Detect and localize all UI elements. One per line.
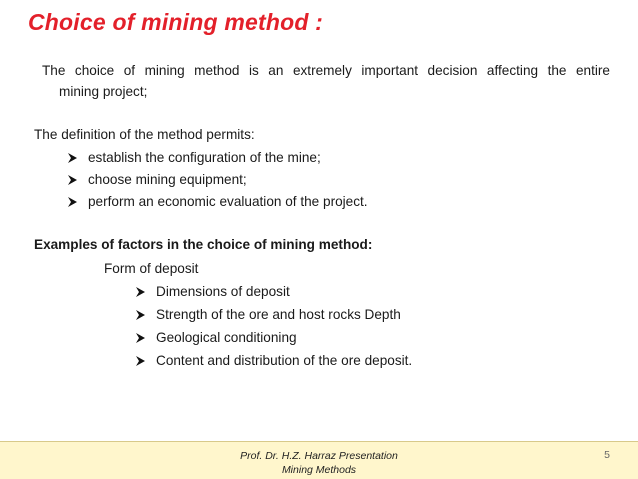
definition-item-text: establish the configuration of the mine; — [88, 150, 321, 165]
deposit-label: Form of deposit — [104, 261, 199, 276]
factor-item-text: Geological conditioning — [156, 330, 297, 345]
arrow-bullet-icon — [66, 196, 78, 208]
arrow-bullet-icon — [66, 152, 78, 164]
factor-item — [134, 351, 412, 371]
factor-item-text: Strength of the ore and host rocks Depth — [156, 307, 401, 322]
arrow-bullet-icon — [134, 286, 146, 298]
intro-line-2: mining project; — [59, 84, 148, 99]
intro-line-1: The choice of mining method is an extremely important decision affecting the entire — [42, 63, 610, 78]
examples-heading: Examples of factors in the choice of mining method: — [34, 237, 373, 252]
arrow-bullet-icon — [134, 332, 146, 344]
factor-item — [134, 328, 297, 348]
arrow-bullet-icon — [66, 174, 78, 186]
definition-item-text: perform an economic evaluation of the project. — [88, 194, 368, 209]
factor-item-text: Content and distribution of the ore deposit. — [156, 353, 413, 368]
factor-item — [134, 305, 401, 325]
definition-item-text: choose mining equipment; — [88, 172, 247, 187]
intro-paragraph — [42, 60, 610, 102]
definition-heading: The definition of the method permits: — [34, 127, 255, 142]
definition-item — [66, 170, 247, 190]
definition-item — [66, 192, 368, 212]
footer-author: Prof. Dr. H.Z. Harraz Presentation — [240, 450, 398, 462]
footer-divider — [0, 441, 638, 442]
footer-course: Mining Methods — [281, 464, 357, 476]
footer-credits — [0, 449, 638, 477]
page-number: 5 — [604, 449, 610, 461]
factor-item-text: Dimensions of deposit — [156, 284, 290, 299]
factor-item — [134, 282, 290, 302]
slide-title: Choice of mining method : — [28, 9, 324, 35]
definition-item — [66, 148, 321, 168]
arrow-bullet-icon — [134, 309, 146, 321]
arrow-bullet-icon — [134, 355, 146, 367]
